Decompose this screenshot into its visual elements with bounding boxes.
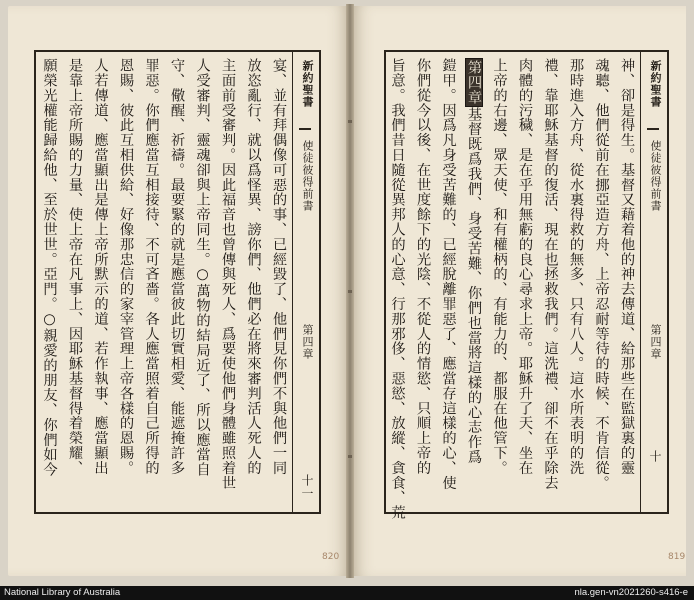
right-text-column bbox=[464, 58, 484, 464]
right-header-band bbox=[640, 52, 667, 512]
left-text-column: 守、儆醒、祈禱。最要緊的就是應當彼此切實相愛、能遮掩許多 bbox=[169, 58, 185, 476]
stitch-mark bbox=[348, 120, 352, 123]
right-text-column: 鎧甲。因爲凡身受苦難的、已經脫離罪惡了、應當存這樣的心、使 bbox=[440, 58, 457, 491]
left-text-column: 主面前受審判。因此福音也曾傳與死人、爲要使他們身體雖照着世 bbox=[220, 58, 236, 491]
left-text-column: 人受審判、靈魂卻與上帝同生。○萬物的結局近了、所以應當自 bbox=[194, 58, 211, 477]
stitch-mark bbox=[348, 455, 352, 458]
right-text-column: 你們從今以後、在世度餘下的光陰、不從人的情慾、只順上帝的 bbox=[415, 58, 431, 476]
left-text-column: 罪惡。你們應當互相接待、不可吝嗇。各人應當照着自己所得的 bbox=[143, 58, 160, 476]
left-band-ornament bbox=[299, 128, 311, 130]
handwritten-page-number: 820 bbox=[322, 552, 340, 562]
left-text-column: 是靠上帝所賜的力量、使上帝在凡事上、因耶穌基督得着榮耀、 bbox=[67, 58, 83, 476]
left-text-column: 願榮光權能歸給他、至於世世。亞門。○親愛的朋友、你們如今 bbox=[41, 58, 58, 477]
left-section-title: 使徒彼得前書 bbox=[301, 140, 314, 212]
left-header-band bbox=[292, 52, 319, 512]
left-chapter-label: 第四章 bbox=[301, 324, 314, 360]
chapter-heading-box: 第四章 bbox=[466, 60, 482, 105]
left-text-column: 放恣亂行、就以爲怪異、謗你們、他們必在將來審判活人死人的 bbox=[245, 58, 262, 476]
handwritten-page-number: 819 bbox=[668, 552, 686, 562]
right-band-ornament bbox=[647, 128, 659, 130]
right-page-number: 十 bbox=[648, 450, 662, 463]
footer-library-name: National Library of Australia bbox=[4, 587, 121, 598]
right-text-column: 肉體的污穢、是在乎用無虧的良心尋求上帝。耶穌升了天、坐在 bbox=[517, 58, 533, 476]
right-text-column: 旨意。我們昔日隨從異邦人的心意、行那邪侈、惡慾、放縱、貪食、荒 bbox=[389, 58, 406, 520]
right-text-column: 禮、靠耶穌基督的復活、現在也拯救我們。這洗禮、卻不在乎除去 bbox=[542, 58, 559, 491]
right-text-column: 魂聽、他們從前在挪亞造方舟、上帝忍耐等待的時候、不肯信從。 bbox=[593, 58, 610, 491]
left-book-title: 新約聖書 bbox=[301, 60, 314, 108]
right-text-column-body: 基督既爲我們、身受苦難、你們也當將這樣的心志作爲 bbox=[466, 106, 482, 465]
footer-bar bbox=[0, 586, 694, 600]
right-text-column: 那時進入方舟、從水裏得救的無多、只有八人。這水所表明的洗 bbox=[568, 58, 584, 476]
left-text-column: 恩賜、彼此互相供給、好像那忠信的家宰管理上帝各樣的恩賜。 bbox=[118, 58, 134, 476]
right-section-title: 使徒彼得前書 bbox=[649, 140, 662, 212]
right-chapter-label: 第四章 bbox=[649, 324, 662, 360]
left-text-column: 宴、並有拜偶像可惡的事、已經毀了、他們見你們不與他們一同 bbox=[271, 58, 287, 476]
left-text-frame bbox=[34, 50, 321, 514]
right-book-title: 新約聖書 bbox=[649, 60, 662, 108]
stitch-mark bbox=[348, 290, 352, 293]
left-text-column: 人若傳道、應當顯出是傳上帝所默示的道、若作執事、應當顯出 bbox=[92, 58, 109, 476]
footer-record-id: nla.gen-vn2021260-s416-e bbox=[574, 587, 688, 598]
right-text-column: 神、卻是得生。基督又藉着他的神去傳道、給那些在監獄裏的靈 bbox=[619, 58, 635, 476]
right-text-column: 上帝的右邊、眾天使、和有權柄的、有能力的、都服在他管下。 bbox=[491, 58, 508, 476]
right-text-frame bbox=[384, 50, 669, 520]
left-page-number: 十一 bbox=[300, 474, 314, 500]
